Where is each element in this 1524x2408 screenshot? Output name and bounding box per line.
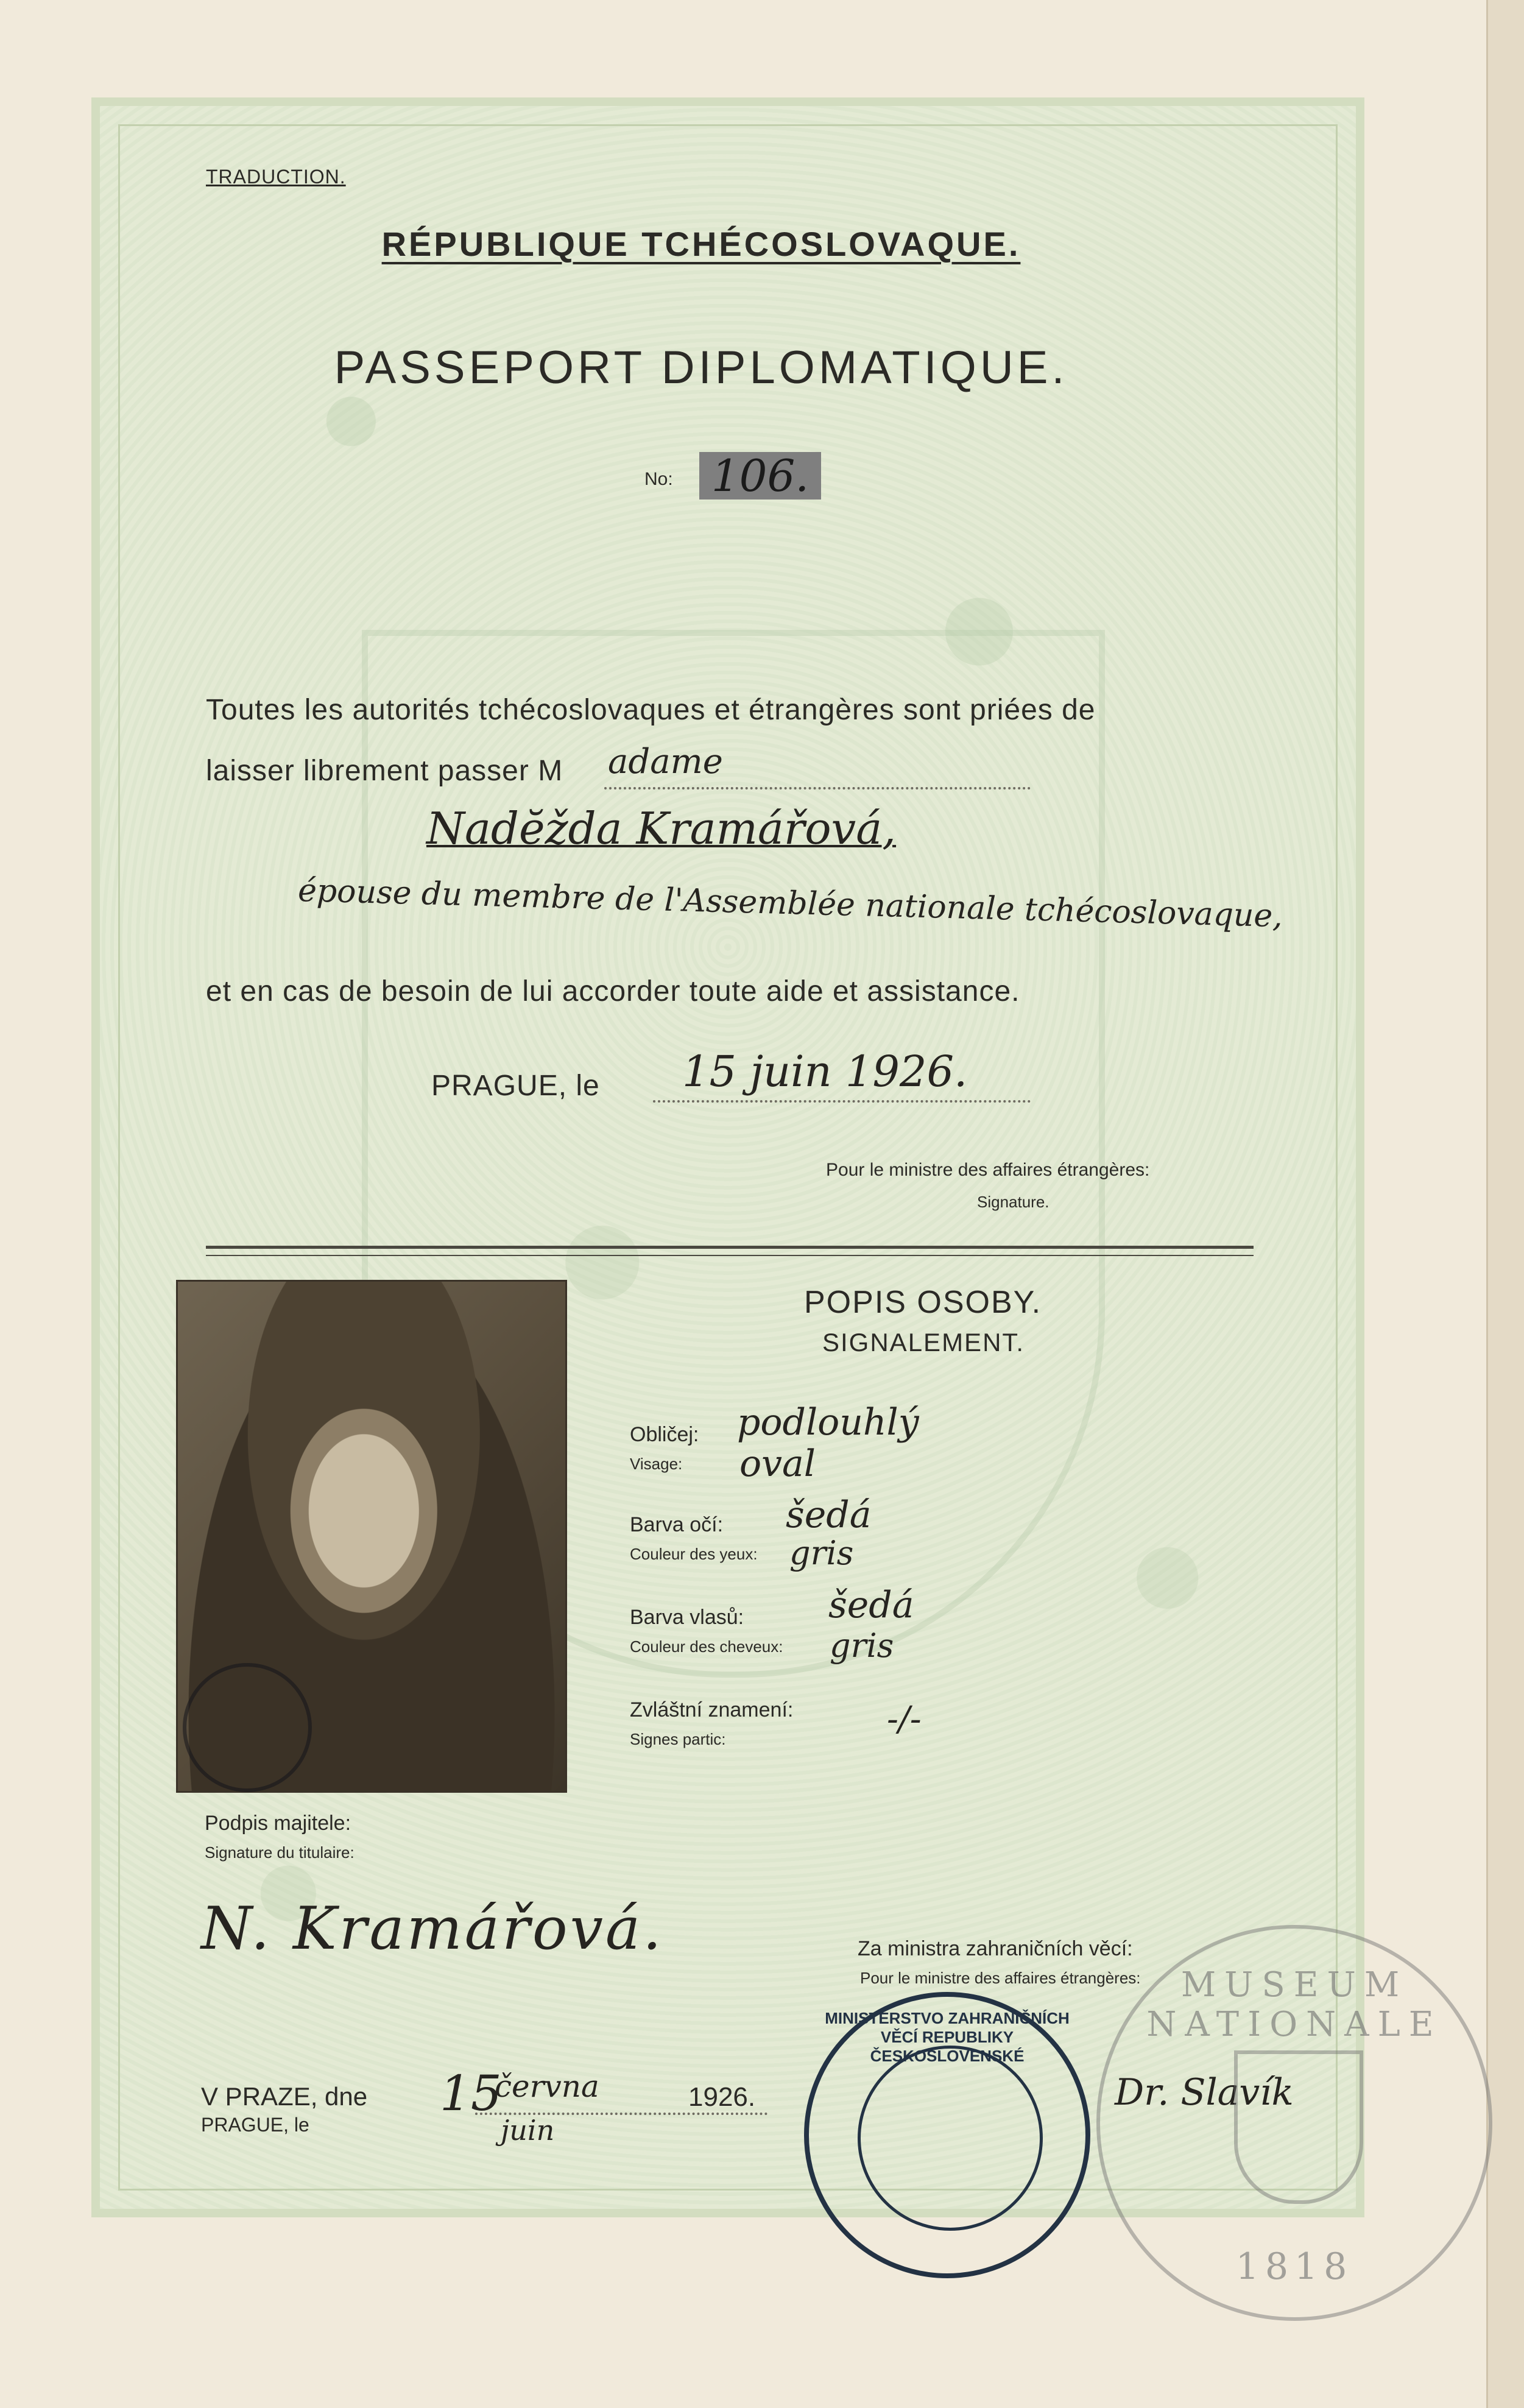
assistance-line: et en cas de besoin de lui accorder toute aide et assistance. — [206, 975, 1020, 1008]
description-title-cz: POPIS OSOBY. — [804, 1285, 1042, 1320]
signature-label: Signature. — [977, 1193, 1050, 1211]
hair-label-cz: Barva vlasů: — [630, 1606, 744, 1629]
bottom-month-cz-handwritten: června — [495, 2069, 599, 2104]
issue-date-handwritten: 15 juin 1926. — [682, 1047, 968, 1096]
eyes-label-cz: Barva očí: — [630, 1513, 724, 1536]
bottom-year: 1926. — [688, 2082, 756, 2112]
ministry-stamp-text: MINISTERSTVO ZAHRANIČNÍCH VĚCÍ REPUBLIKY ČESKOSLOVENSKÉ — [825, 2009, 1070, 2065]
face-label-fr: Visage: — [630, 1455, 683, 1473]
holder-role-handwritten: épouse du membre de l'Assemblée nationale tchécoslovaque, — [297, 872, 1283, 935]
face-value-cz: podlouhlý — [737, 1401, 919, 1444]
passport-title: PASSEPORT DIPLOMATIQUE. — [334, 342, 1068, 394]
date-dotted-line — [653, 1100, 1031, 1103]
hair-value-cz: šedá — [828, 1584, 914, 1626]
bottom-place-fr: PRAGUE, le — [201, 2114, 309, 2136]
marks-label-fr: Signes partic: — [630, 1730, 726, 1748]
marks-label-cz: Zvláštní znamení: — [630, 1698, 794, 1721]
eyes-value-fr: gris — [789, 1534, 854, 1572]
holder-name-handwritten: Nadĕžda Kramářová, — [426, 803, 897, 854]
separator-thin — [206, 1255, 1254, 1256]
photo-stamp — [183, 1663, 312, 1792]
minister-label: Pour le ministre des affaires étrangères: — [826, 1160, 1150, 1180]
separator-thick — [206, 1246, 1254, 1249]
eyes-value-cz: šedá — [786, 1494, 872, 1536]
description-title-fr: SIGNALEMENT. — [822, 1328, 1025, 1357]
bottom-minister-fr: Pour le ministre des affaires étrangères: — [860, 1969, 1141, 1987]
museum-stamp — [1096, 1925, 1492, 2321]
passage-line-prefix: laisser librement passer M — [206, 755, 563, 787]
hair-label-fr: Couleur des cheveux: — [630, 1637, 783, 1656]
ministry-stamp — [804, 1992, 1090, 2278]
passage-dotted-line — [604, 787, 1031, 789]
stamp-lion-emblem — [858, 2046, 1043, 2231]
holder-signature-label-fr: Signature du titulaire: — [205, 1843, 355, 1862]
face-label-cz: Obličej: — [630, 1423, 699, 1446]
traduction-label: TRADUCTION. — [206, 166, 346, 188]
republic-title: RÉPUBLIQUE TCHÉCOSLOVAQUE. — [381, 225, 1021, 263]
face-value-fr: oval — [739, 1442, 816, 1485]
official-signature-handwritten: Dr. Slavík — [1115, 2071, 1294, 2114]
hair-value-fr: gris — [830, 1626, 894, 1665]
museum-shield-emblem — [1234, 2050, 1363, 2204]
page-spine — [1486, 0, 1524, 2408]
holder-signature-handwritten: N. Kramářová. — [201, 1894, 664, 1963]
authorities-line: Toutes les autorités tchécoslovaques et étrangères sont priées de — [206, 694, 1096, 726]
bottom-minister-cz: Za ministra zahraničních věcí: — [858, 1937, 1133, 1960]
marks-value: -/- — [887, 1700, 922, 1739]
eyes-label-fr: Couleur des yeux: — [630, 1545, 758, 1563]
bottom-month-fr-handwritten: juin — [501, 2114, 555, 2147]
number-label: No: — [644, 469, 673, 489]
title-handwritten: adame — [608, 742, 723, 782]
holder-signature-label-cz: Podpis majitele: — [205, 1812, 351, 1835]
museum-stamp-year: 1818 — [1235, 2245, 1353, 2288]
museum-stamp-text: MUSEUM NATIONALE — [1146, 1965, 1442, 2044]
bottom-day-handwritten: 15 — [440, 2065, 502, 2122]
passport-number: 106. — [699, 452, 821, 500]
bottom-place-cz: V PRAZE, dne — [201, 2082, 368, 2111]
place-label: PRAGUE, le — [431, 1070, 600, 1102]
